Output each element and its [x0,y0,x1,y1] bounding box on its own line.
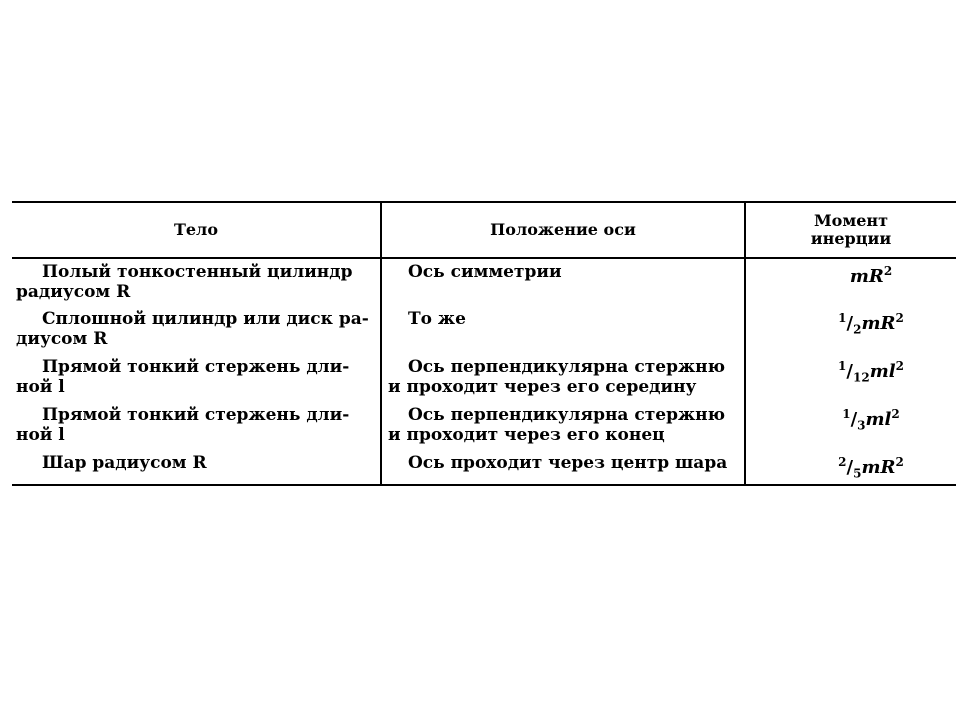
body-cell [12,450,381,484]
moment-exponent: 2 [883,264,893,278]
header-moment [745,203,956,258]
fraction-denominator: 2 [853,322,862,337]
fraction-denominator: 3 [857,418,866,433]
body-cell [12,354,381,402]
body-line: ной l [16,377,65,397]
body-line: Прямой тонкий стержень дли- [42,405,350,425]
moment-expr: ml [865,409,892,430]
fraction-denominator: 12 [852,370,870,385]
body-line: Сплошной цилиндр или диск ра- [42,309,369,329]
axis-line: и проходит через его конец [388,425,665,445]
moment-fraction: $^2/_5$ [838,455,862,481]
body-cell [12,402,381,450]
moment-of-inertia-table-wrapper [12,201,956,486]
moment-expr: mR [861,313,896,334]
body-line: Прямой тонкий стержень дли- [42,357,350,377]
axis-line: Ось проходит через центр шара [408,453,728,473]
moment-expr: ml [869,361,896,382]
moment-expr: mR [849,266,884,287]
axis-cell [381,450,745,484]
moment-formula [870,361,904,382]
moment-exponent: 2 [895,455,904,469]
fraction-denominator: 5 [853,466,862,481]
axis-line: Ось перпендикулярна стержню [408,357,725,377]
fraction-numerator: 1 [838,359,847,373]
moment-formula [861,313,903,334]
table-row [12,402,956,450]
moment-exponent: 2 [891,407,900,421]
moment-cell [745,258,956,306]
body-line: ной l [16,425,65,445]
table-header-row [12,203,956,258]
fraction-numerator: 2 [838,455,847,469]
axis-cell [381,306,745,354]
moment-formula [866,409,900,430]
axis-line: Ось перпендикулярна стержню [408,405,725,425]
header-body: Тело [12,203,381,258]
moment-fraction: $^1/_2$ [838,311,862,337]
moment-fraction: $^1/_3$ [842,407,866,433]
table-row [12,306,956,354]
moment-formula [850,266,892,287]
body-line: радиусом R [16,282,131,302]
header-moment-label: Момент инерции [810,211,892,248]
axis-line: То же [408,309,466,329]
moment-exponent: 2 [895,359,904,373]
fraction-numerator: 1 [842,407,851,421]
moment-expr: mR [861,457,896,478]
table-row [12,450,956,484]
axis-line: Ось симметрии [408,262,562,282]
moment-of-inertia-table [12,203,956,484]
table-row [12,354,956,402]
body-cell [12,258,381,306]
moment-fraction: $^1/_{12}$ [838,359,870,385]
body-cell [12,306,381,354]
fraction-numerator: 1 [838,311,847,325]
moment-cell [745,306,956,354]
body-line: Шар радиусом R [42,453,207,473]
axis-cell [381,258,745,306]
moment-formula [861,457,903,478]
moment-cell [745,354,956,402]
body-line: Полый тонкостенный цилиндр [42,262,353,282]
body-line: диусом R [16,329,108,349]
header-axis: Положение оси [381,203,745,258]
axis-cell [381,354,745,402]
moment-cell [745,450,956,484]
moment-exponent: 2 [895,311,904,325]
axis-cell [381,402,745,450]
table-row [12,258,956,306]
axis-line: и проходит через его середину [388,377,697,397]
moment-cell [745,402,956,450]
